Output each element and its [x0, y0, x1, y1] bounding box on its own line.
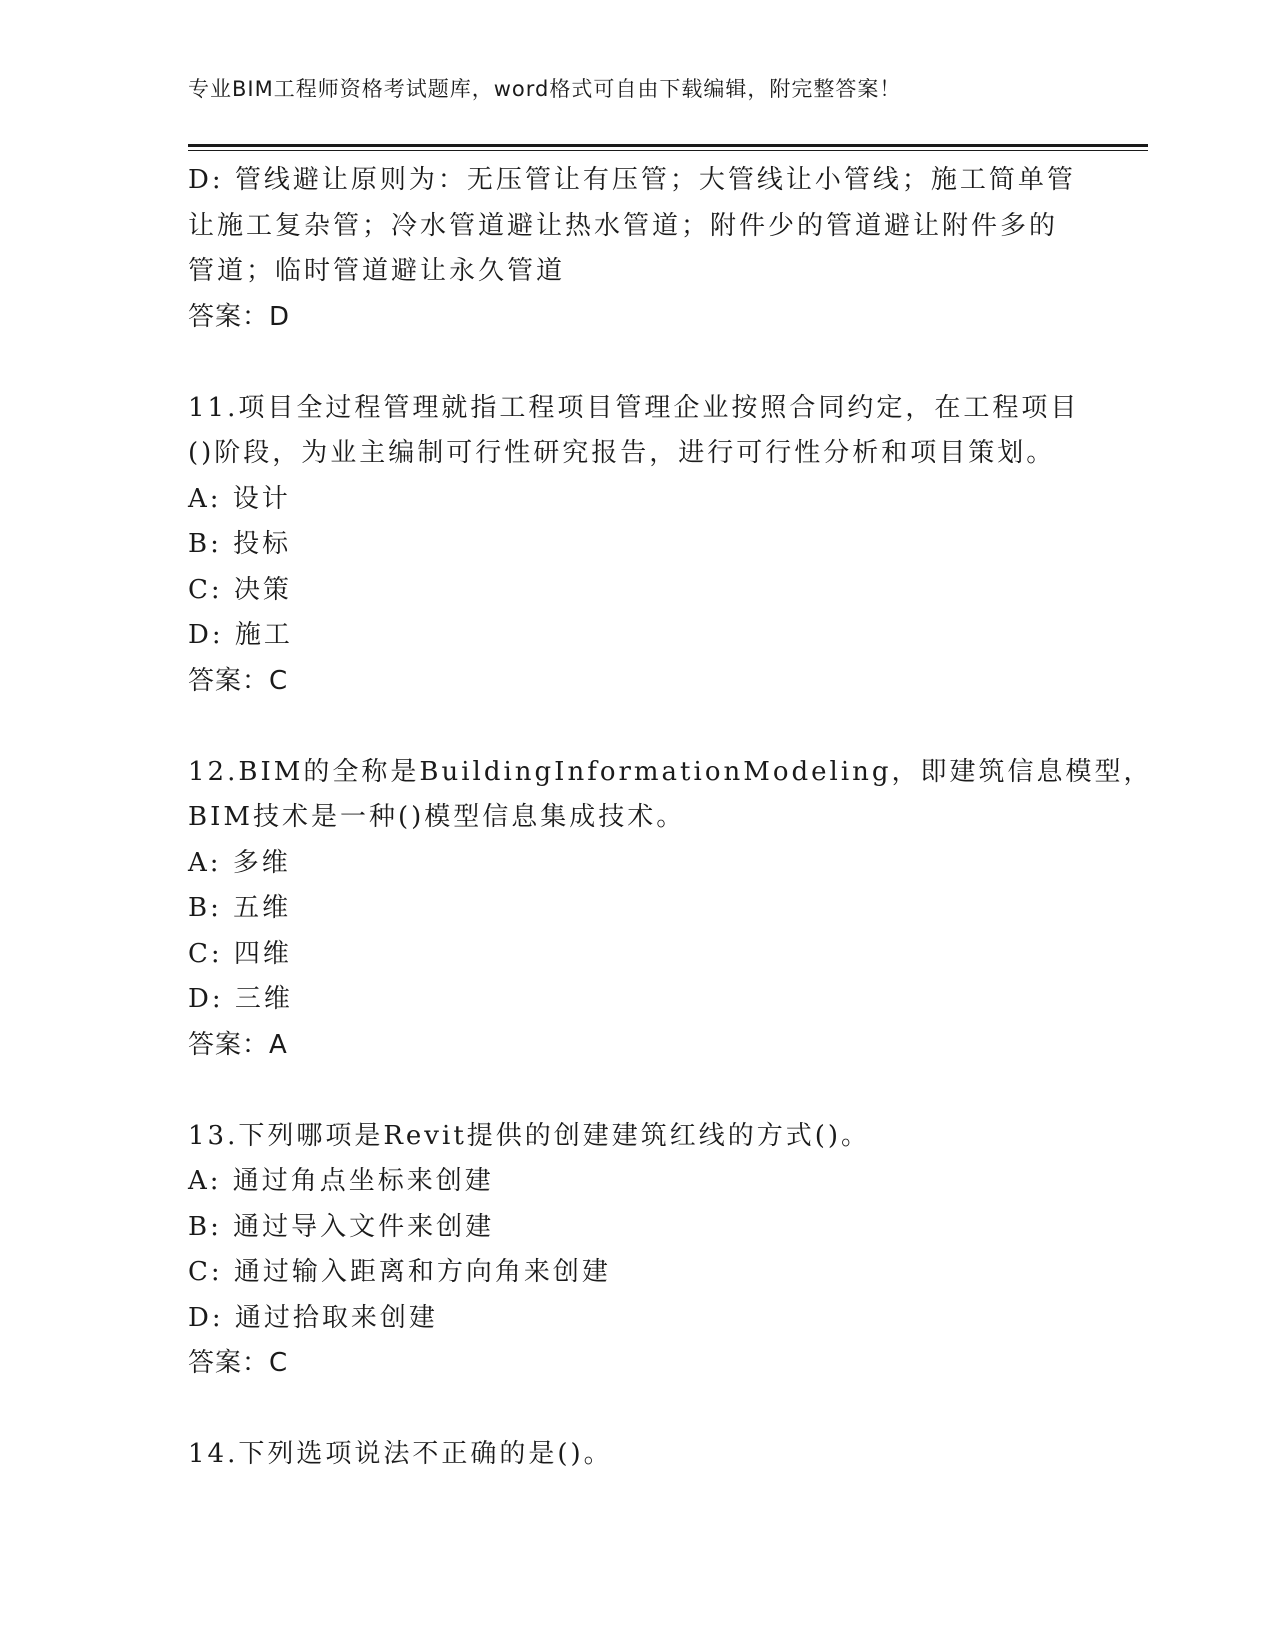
question-stem: BIM技术是一种()模型信息集成技术。	[188, 802, 686, 832]
option-c: C: 四维	[188, 938, 292, 969]
option-b: B: 五维	[188, 893, 292, 923]
option-b: B: 投标	[188, 529, 292, 559]
question-12	[188, 750, 1153, 1069]
question-stem: 11.项目全过程管理就指工程项目管理企业按照合同约定，在工程项目	[188, 392, 1080, 423]
option-d: D: 三维	[188, 984, 293, 1014]
question-fragment	[188, 158, 1078, 340]
document-body	[188, 158, 1153, 1478]
question-11	[188, 386, 1078, 705]
spacer	[188, 1068, 1078, 1114]
question-14	[188, 1432, 1078, 1478]
question-stem: 13.下列哪项是Revit提供的创建建筑红线的方式()。	[188, 1120, 871, 1151]
header-rule-thin	[188, 150, 1148, 151]
question-stem: ()阶段，为业主编制可行性研究报告，进行可行性分析和项目策划。	[188, 438, 1056, 468]
option-c: C: 通过输入距离和方向角来创建	[188, 1257, 611, 1287]
option-d-line: D: 管线避让原则为：无压管让有压管；大管线让小管线；施工简单管	[188, 165, 1076, 195]
option-d-line: 管道；临时管道避让永久管道	[188, 256, 566, 286]
question-stem: 12.BIM的全称是BuildingInformationModeling，即建筑信息模型，	[188, 756, 1153, 787]
option-a: A: 通过角点坐标来创建	[188, 1166, 494, 1196]
option-c: C: 决策	[188, 574, 292, 605]
header-rule-thick	[188, 144, 1148, 147]
answer-line: 答案：C	[188, 665, 289, 696]
option-d-line: 让施工复杂管；冷水管道避让热水管道；附件少的管道避让附件多的	[188, 210, 1059, 241]
spacer	[188, 1387, 1078, 1433]
page-header: 专业BIM工程师资格考试题库，word格式可自由下载编辑，附完整答案！	[188, 77, 902, 101]
option-a: A: 多维	[188, 847, 291, 878]
option-d: D: 通过拾取来创建	[188, 1302, 438, 1333]
answer-line: 答案：C	[188, 1348, 289, 1378]
answer-line: 答案：A	[188, 1029, 288, 1060]
option-d: D: 施工	[188, 620, 293, 650]
answer-line: 答案：D	[188, 301, 291, 332]
option-b: B: 通过导入文件来创建	[188, 1211, 495, 1242]
spacer	[188, 340, 1078, 386]
spacer	[188, 704, 1078, 750]
question-13	[188, 1114, 1078, 1387]
question-stem: 14.下列选项说法不正确的是()。	[188, 1439, 613, 1469]
option-a: A: 设计	[188, 483, 291, 514]
